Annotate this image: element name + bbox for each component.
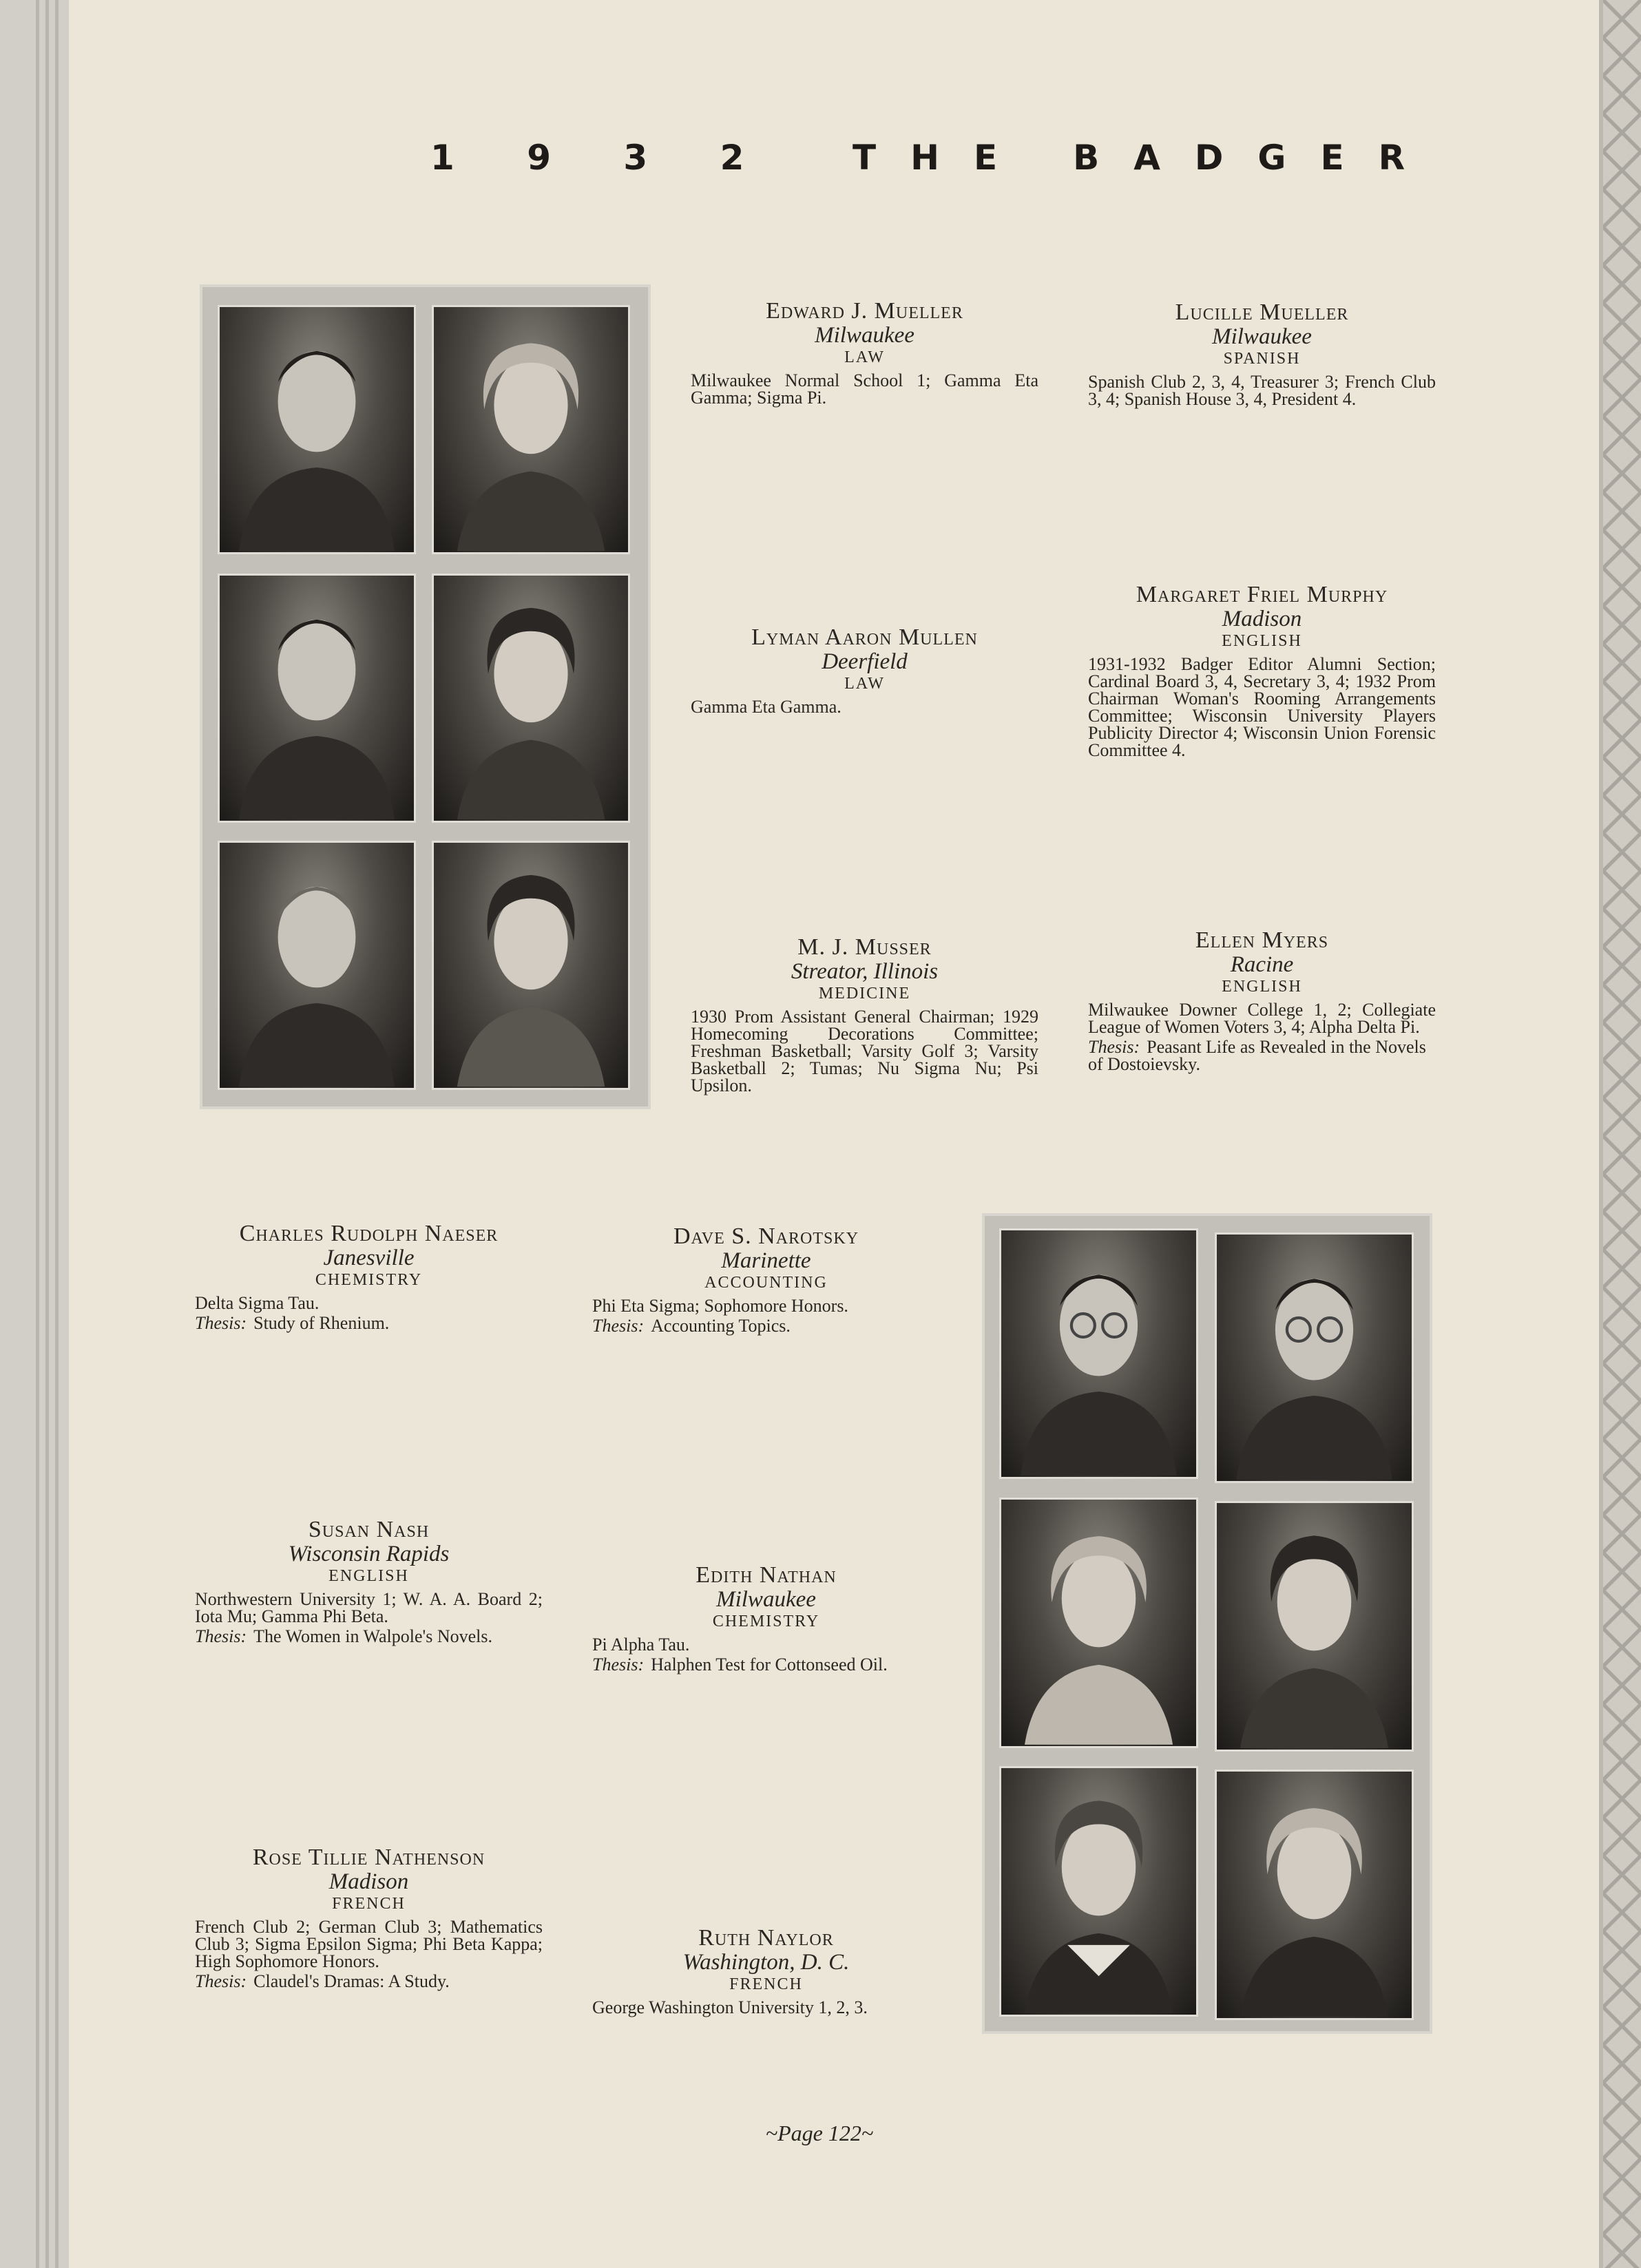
entry-city: Washington, D. C.: [682, 1950, 850, 1975]
entry-dave-narotsky: [592, 1224, 940, 1334]
entry-name: Edith Nathan: [696, 1562, 837, 1588]
thesis-label: Thesis:: [195, 1971, 247, 1991]
entry-edith-nathan: [592, 1563, 940, 1673]
entry-activities: Phi Eta Sigma; Sophomore Honors.: [592, 1296, 848, 1316]
thesis-label: Thesis:: [592, 1316, 645, 1336]
portrait-photo: [432, 841, 630, 1090]
entry-thesis: [592, 1656, 940, 1673]
entry-dept: ENGLISH: [1222, 978, 1302, 996]
portrait-photo: [218, 841, 416, 1090]
margin-rule: [45, 0, 49, 2268]
entry-city: Janesville: [323, 1246, 415, 1270]
entry-dept: CHEMISTRY: [315, 1271, 423, 1289]
entry-name: Edward J. Mueller: [766, 298, 963, 324]
entry-name: Ellen Myers: [1195, 927, 1329, 953]
entry-activities: Milwaukee Normal School 1; Gamma Eta Gamma; Sigma Pi.: [691, 370, 1038, 408]
entry-thesis: [1088, 1038, 1436, 1073]
entry-name: Ruth Naylor: [698, 1925, 834, 1951]
portrait-photo: [218, 574, 416, 823]
entry-margaret-murphy: [1088, 582, 1436, 759]
thesis-title: The Women in Walpole's Novels.: [253, 1626, 492, 1646]
entry-mj-musser: [691, 935, 1038, 1094]
margin-rule: [36, 0, 39, 2268]
entry-dept: LAW: [844, 348, 885, 366]
entry-city: Madison: [1222, 607, 1302, 631]
entry-city: Deerfield: [822, 649, 908, 674]
entry-dept: ACCOUNTING: [704, 1274, 828, 1292]
entry-activities: 1931-1932 Badger Editor Alumni Section; Cardinal Board 3, 4, Secretary 3, 4; 1932 Prom Chairman Woman's Rooming Arrangements Committee; Wisconsin University Players Publicity Director 4; Wisconsin Union Forensic Committee 4.: [1088, 654, 1436, 760]
entry-thesis: [195, 1973, 543, 1990]
entry-activities: Northwestern University 1; W. A. A. Board 2; Iota Mu; Gamma Phi Beta.: [195, 1589, 543, 1626]
entry-city: Milwaukee: [815, 323, 914, 348]
thesis-label: Thesis:: [195, 1626, 247, 1646]
entry-dept: ENGLISH: [1222, 632, 1302, 650]
entry-activities: Delta Sigma Tau.: [195, 1293, 320, 1313]
entry-activities: George Washington University 1, 2, 3.: [592, 1997, 868, 2017]
left-margin: [0, 0, 69, 2268]
thesis-title: Accounting Topics.: [651, 1316, 791, 1336]
entry-activities: Pi Alpha Tau.: [592, 1635, 690, 1655]
entry-activities: 1930 Prom Assistant General Chairman; 1929 Homecoming Decorations Committee; Freshman Basketball; Varsity Golf 3; Varsity Basketball 2; Tumas; Nu Sigma Nu; Psi Upsilon.: [691, 1007, 1038, 1095]
entry-dept: MEDICINE: [818, 985, 911, 1002]
entry-name: Susan Nash: [308, 1517, 430, 1542]
entry-rose-nathenson: [195, 1845, 543, 1990]
portrait-photo: [999, 1498, 1198, 1748]
entry-dept: FRENCH: [332, 1895, 406, 1913]
entry-ellen-myers: [1088, 928, 1436, 1073]
entry-name: Margaret Friel Murphy: [1136, 582, 1388, 607]
entry-name: Rose Tillie Nathenson: [252, 1845, 485, 1870]
entry-city: Wisconsin Rapids: [288, 1542, 450, 1566]
portrait-photo: [1215, 1770, 1414, 2020]
entry-ruth-naylor: [592, 1926, 940, 2016]
entry-thesis: [592, 1317, 940, 1334]
portrait-photo: [218, 305, 416, 554]
portrait-photo: [999, 1228, 1198, 1479]
entry-dept: ENGLISH: [328, 1567, 409, 1585]
header-year: 1 9 3 2: [430, 138, 775, 178]
entry-city: Streator, Illinois: [791, 959, 939, 984]
entry-name: Lyman Aaron Mullen: [751, 624, 978, 650]
portrait-photo: [1215, 1501, 1414, 1752]
thesis-title: Peasant Life as Revealed in the Novels of Dostoievsky.: [1088, 1037, 1426, 1074]
entry-name: Lucille Mueller: [1175, 300, 1349, 325]
margin-rule: [55, 0, 59, 2268]
entry-name: Dave S. Narotsky: [673, 1224, 859, 1249]
portrait-photo: [1215, 1232, 1414, 1483]
entry-activities: Spanish Club 2, 3, 4, Treasurer 3; French Club 3, 4; Spanish House 3, 4, President 4.: [1088, 372, 1436, 409]
entry-thesis: [195, 1628, 543, 1645]
entry-city: Madison: [328, 1869, 409, 1894]
entry-city: Milwaukee: [716, 1587, 816, 1612]
entry-name: Charles Rudolph Naeser: [239, 1221, 499, 1246]
portrait-photo: [432, 574, 630, 823]
entry-activities: Milwaukee Downer College 1, 2; Collegiate League of Women Voters 3, 4; Alpha Delta Pi.: [1088, 1000, 1436, 1037]
entry-dept: SPANISH: [1223, 350, 1301, 368]
thesis-title: Claudel's Dramas: A Study.: [253, 1971, 450, 1991]
entry-city: Marinette: [721, 1248, 811, 1273]
entry-activities: French Club 2; German Club 3; Mathematics Club 3; Sigma Epsilon Sigma; Phi Beta Kappa; High Sophomore Honors.: [195, 1917, 543, 1971]
thesis-label: Thesis:: [592, 1655, 645, 1674]
header-title-word: THE: [853, 138, 1032, 178]
header-title-word: BADGER: [1073, 138, 1440, 178]
thesis-title: Study of Rhenium.: [253, 1313, 390, 1333]
entry-dept: FRENCH: [729, 1975, 803, 1993]
entry-edward-mueller: [691, 299, 1038, 406]
entry-dept: CHEMISTRY: [712, 1613, 820, 1630]
entry-name: M. J. Musser: [797, 934, 932, 960]
decorative-border: [1603, 0, 1641, 2268]
thesis-title: Halphen Test for Cottonseed Oil.: [651, 1655, 888, 1674]
entry-susan-nash: [195, 1518, 543, 1645]
entry-city: Racine: [1230, 952, 1294, 977]
entry-activities: Gamma Eta Gamma.: [691, 697, 842, 717]
entry-city: Milwaukee: [1212, 324, 1312, 349]
thesis-label: Thesis:: [195, 1313, 247, 1333]
entry-dept: LAW: [844, 675, 885, 693]
entry-lucille-mueller: [1088, 300, 1436, 408]
page-number: ~Page 122~: [765, 2121, 874, 2145]
entry-thesis: [195, 1314, 543, 1332]
thesis-label: Thesis:: [1088, 1037, 1140, 1057]
entry-charles-naeser: [195, 1221, 543, 1332]
portrait-photo: [999, 1766, 1198, 2017]
header-title: [853, 138, 1439, 179]
portrait-photo: [432, 305, 630, 554]
entry-lyman-mullen: [691, 625, 1038, 715]
